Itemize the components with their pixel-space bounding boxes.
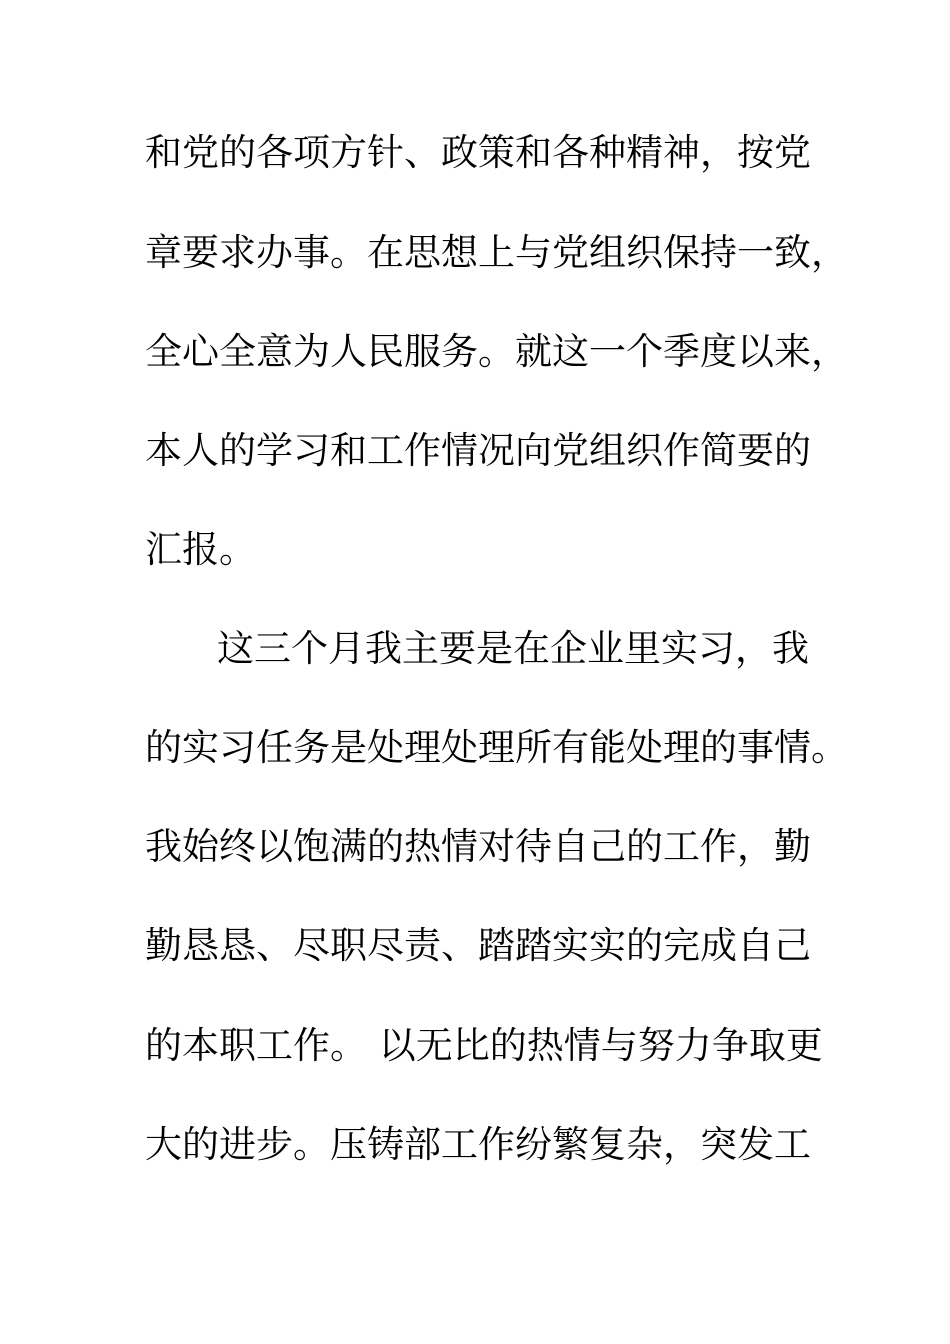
paragraph-first-line: 这三个月我主要是在企业里实习，我: [217, 627, 809, 670]
text-line: 勤恳恳、尽职尽责、踏踏实实的完成自己: [145, 924, 811, 967]
text-line: 的实习任务是处理处理所有能处理的事情。: [145, 726, 848, 769]
text-line: 汇报。: [145, 528, 256, 571]
text-line: 和党的各项方针、政策和各种精神，按党: [145, 131, 811, 174]
text-line: 大的进步。压铸部工作纷繁复杂，突发工: [145, 1123, 811, 1166]
text-line: 章要求办事。在思想上与党组织保持一致，: [145, 231, 848, 274]
text-line: 全心全意为人民服务。就这一个季度以来，: [145, 330, 848, 373]
text-line: 的本职工作。 以无比的热情与努力争取更: [145, 1024, 823, 1067]
text-line: 我始终以饱满的热情对待自己的工作，勤: [145, 825, 811, 868]
text-line: 本人的学习和工作情况向党组织作简要的: [145, 429, 811, 472]
